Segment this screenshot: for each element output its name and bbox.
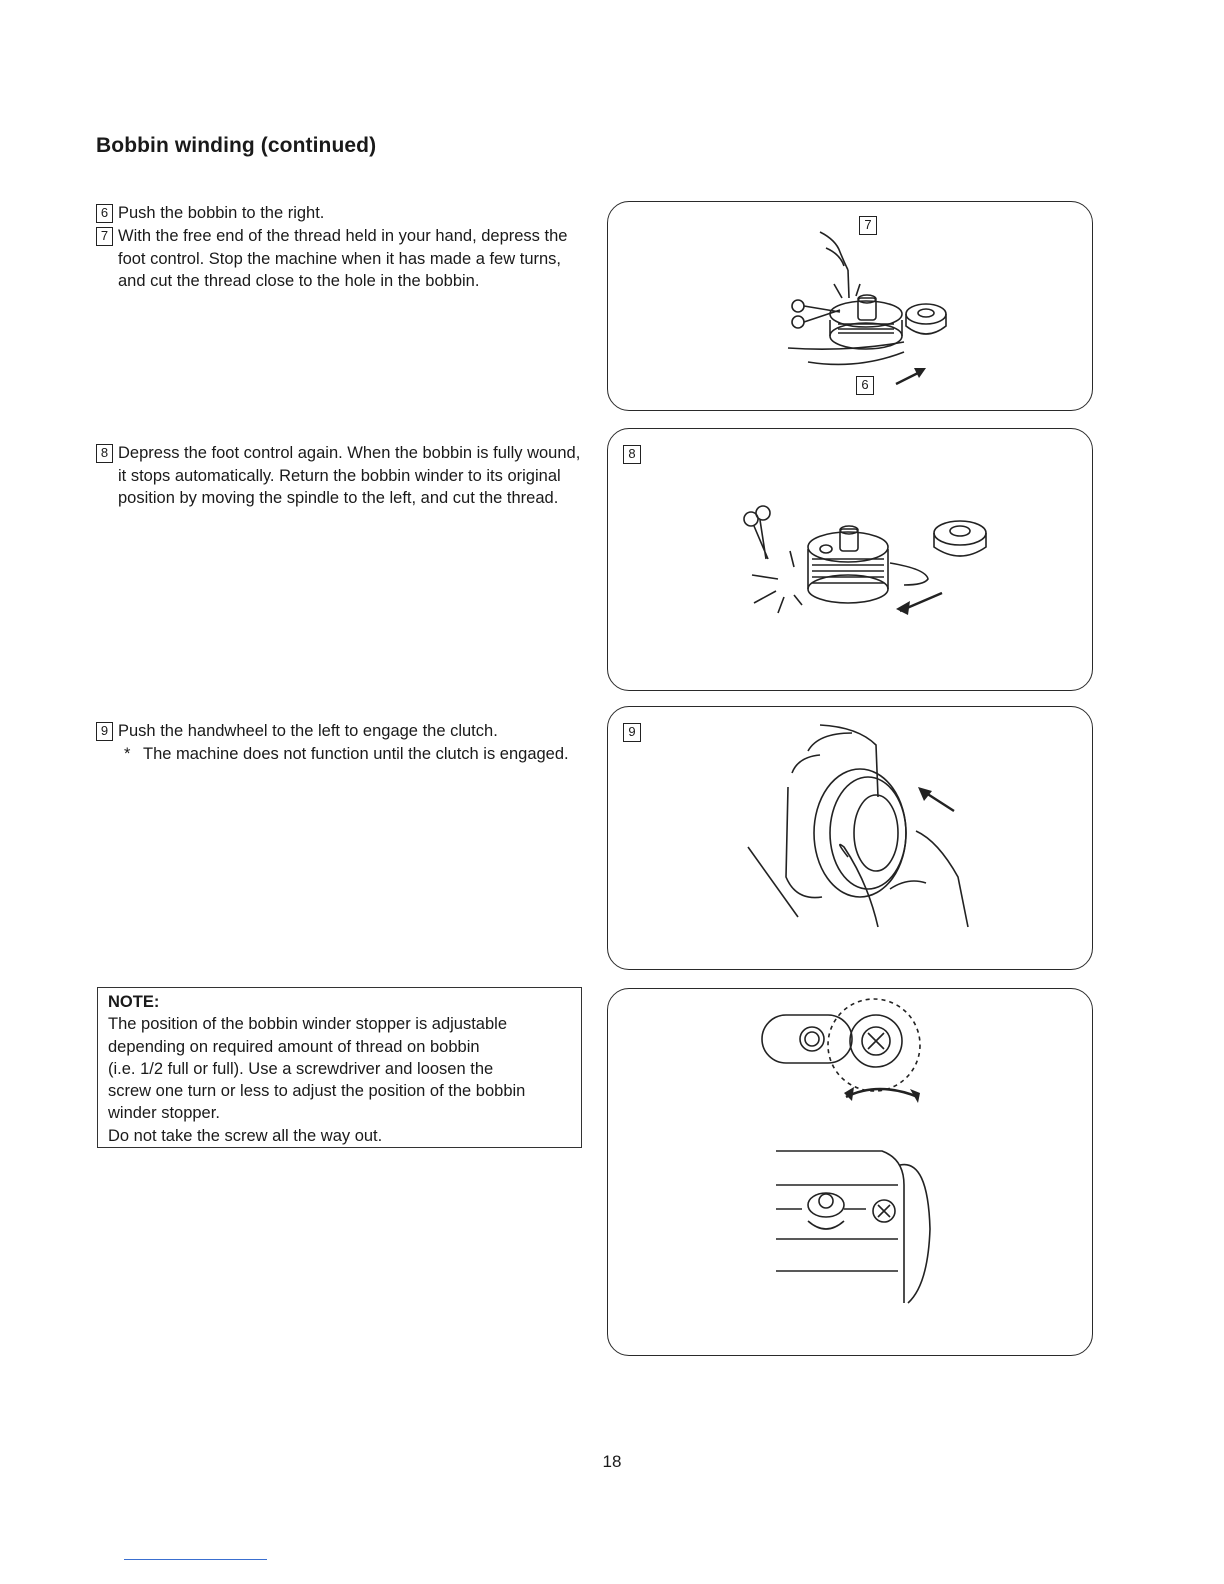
- note-heading: NOTE:: [108, 993, 160, 1011]
- illustration-panel-note: [607, 988, 1093, 1356]
- footer-rule: [124, 1559, 267, 1560]
- note-line: The position of the bobbin winder stopper is adjustable: [108, 1015, 508, 1034]
- bobbin-wound-illustration: [608, 429, 1093, 691]
- panel-label-9: 9: [623, 723, 641, 742]
- illustration-panel-6-7: [607, 201, 1093, 411]
- page-number: 18: [602, 1452, 622, 1471]
- step-8-text: Depress the foot control again. When the bobbin is fully wound, it stops automatically. Return the bobbin winder to its original position by moving the spindle to the left, and cut the thread.: [118, 444, 581, 507]
- note-line: screw one turn or less to adjust the position of the bobbin: [108, 1082, 526, 1101]
- asterisk-mark: *: [124, 744, 131, 763]
- illustration-panel-9: [607, 706, 1093, 970]
- step-6-text: Push the bobbin to the right.: [118, 204, 325, 222]
- panel-label-6: 6: [856, 376, 874, 395]
- note-line: winder stopper.: [108, 1104, 220, 1123]
- bobbin-cut-illustration: [608, 202, 1093, 411]
- panel-label-7: 7: [859, 216, 877, 235]
- illustration-panel-8: [607, 428, 1093, 691]
- step-6: [96, 202, 586, 225]
- step-9-text: Push the handwheel to the left to engage the clutch.: [118, 722, 498, 740]
- step-9-subnote: [96, 743, 586, 766]
- step-8: [96, 442, 586, 510]
- panel-label-8: 8: [623, 445, 641, 464]
- section-title: Bobbin winding (continued): [96, 134, 377, 157]
- note-line: Do not take the screw all the way out.: [108, 1126, 383, 1145]
- step-9-subnote-text: The machine does not function until the clutch is engaged.: [143, 744, 569, 763]
- note-line: depending on required amount of thread on bobbin: [108, 1037, 480, 1056]
- handwheel-illustration: [608, 707, 1093, 970]
- stopper-adjust-illustration: [608, 989, 1093, 1356]
- step-number-6: 6: [96, 204, 113, 223]
- step-number-9: 9: [96, 722, 113, 741]
- step-number-8: 8: [96, 444, 113, 463]
- step-7: [96, 225, 586, 293]
- step-number-7: 7: [96, 227, 113, 246]
- step-9: [96, 720, 586, 765]
- step-7-text: With the free end of the thread held in your hand, depress the foot control. Stop the machine when it has made a few turns, and cut the thread close to the hole in the bobbin.: [118, 227, 568, 290]
- note-line: (i.e. 1/2 full or full). Use a screwdriver and loosen the: [108, 1059, 494, 1078]
- note-box: [97, 987, 582, 1148]
